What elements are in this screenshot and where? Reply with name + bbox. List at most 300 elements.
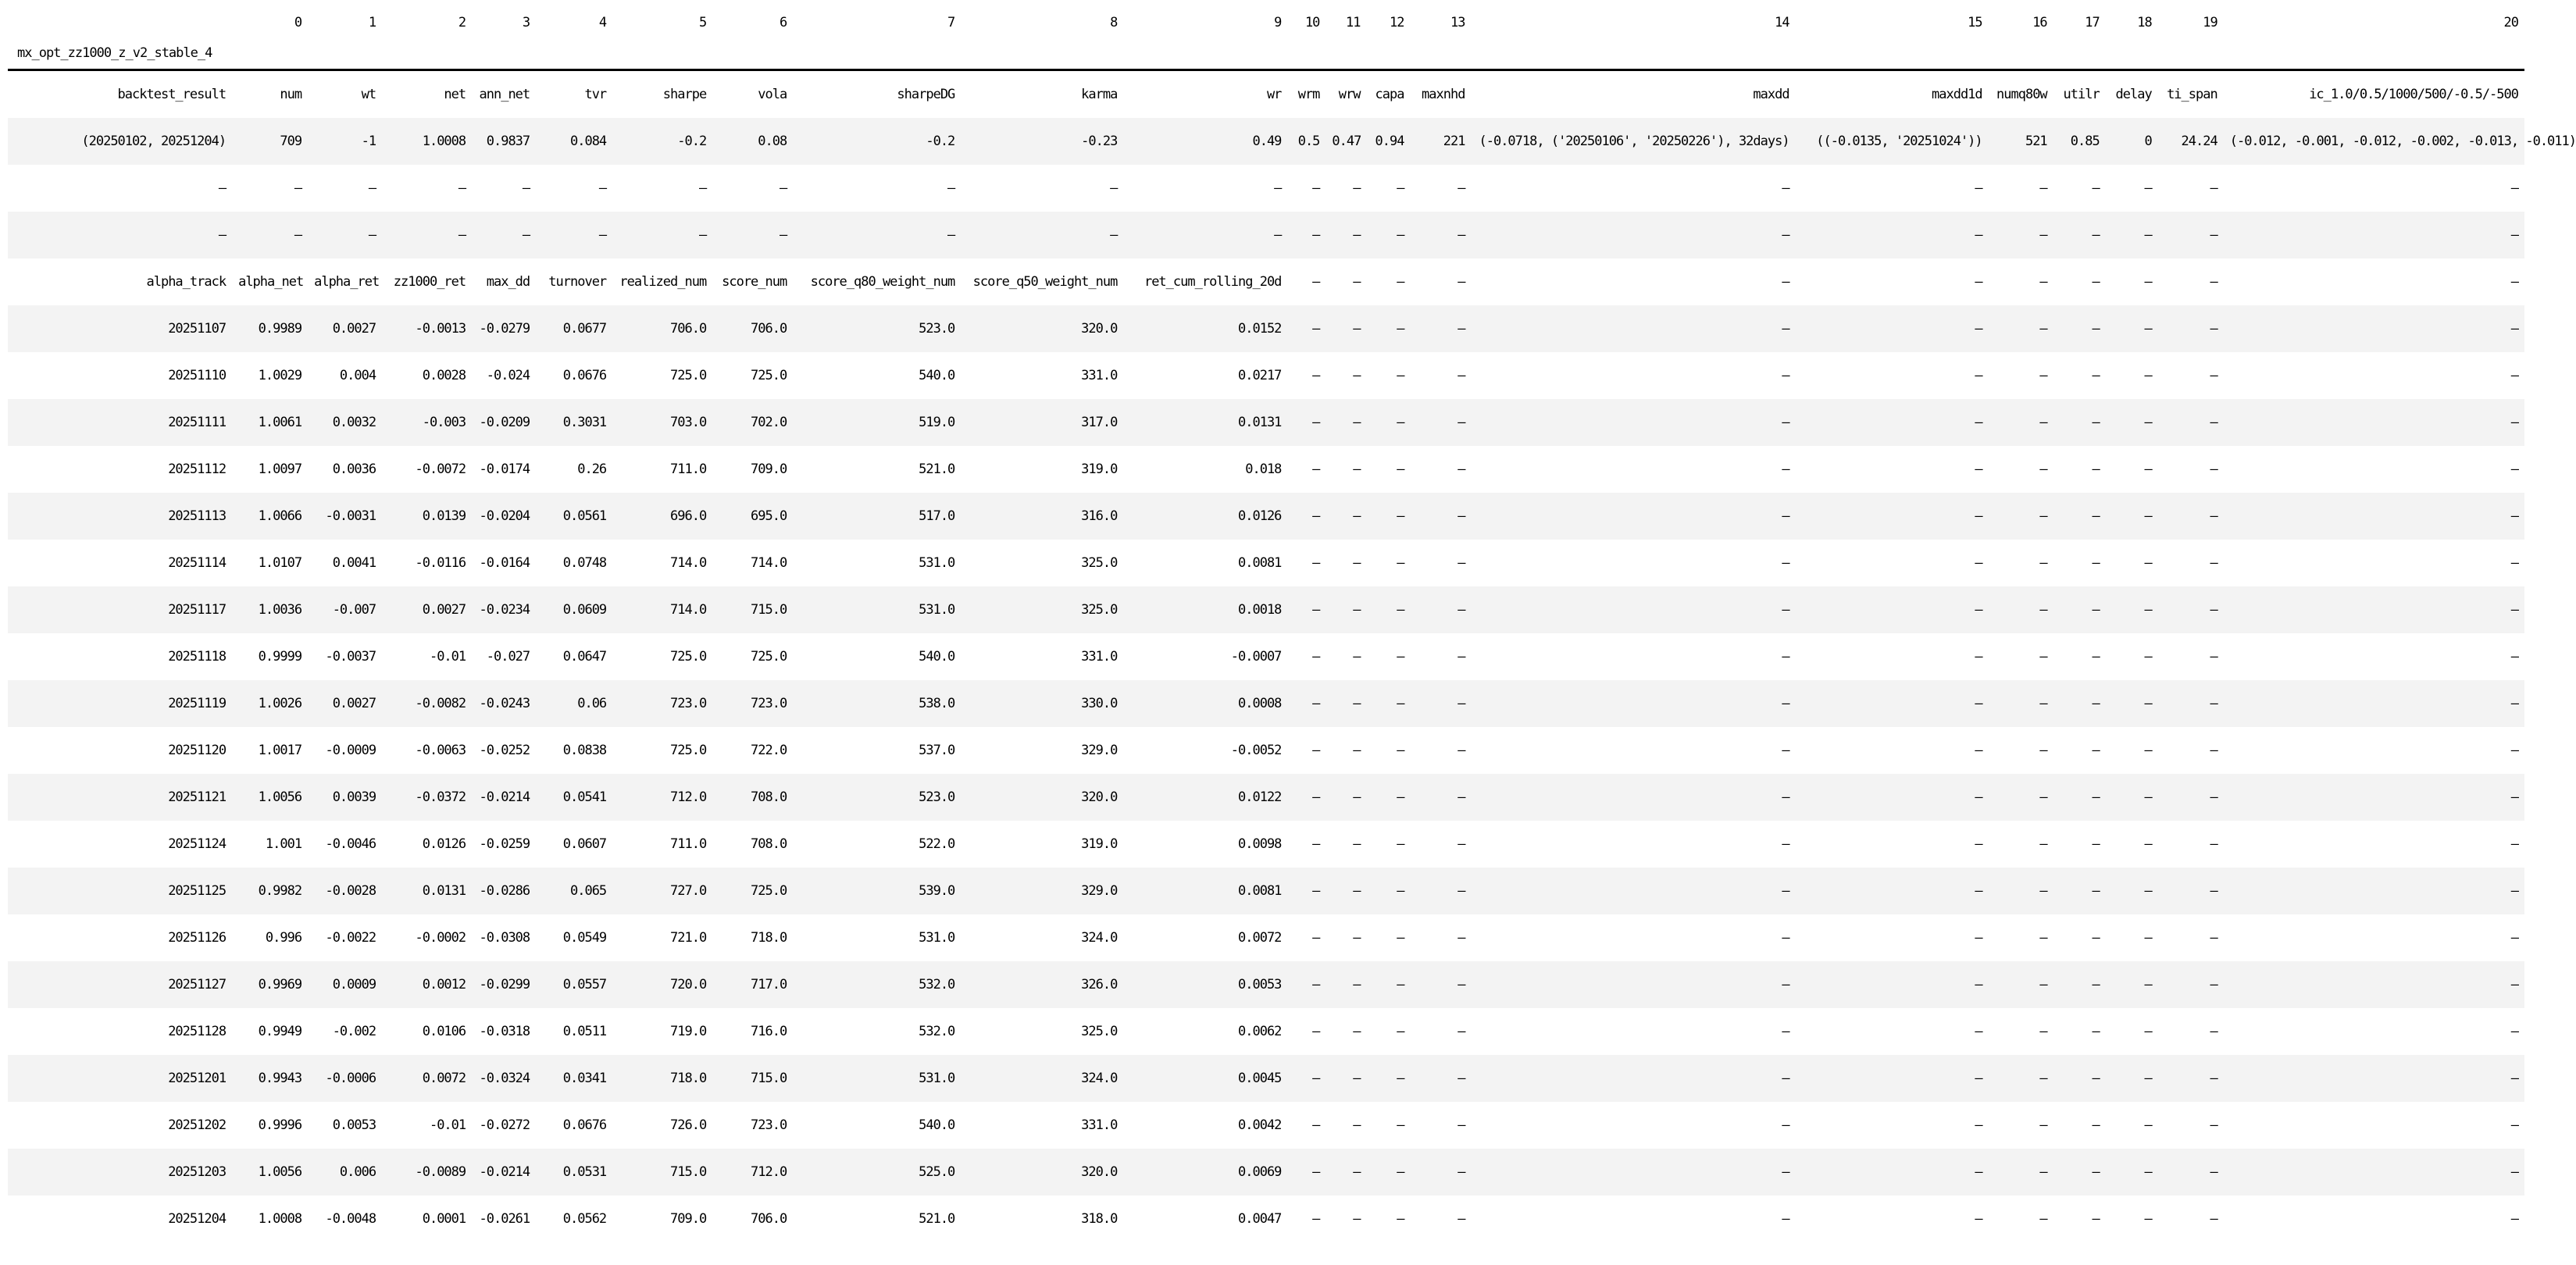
table-cell: 331.0 [1081, 368, 1118, 383]
table-cell: — [1110, 180, 1118, 196]
table-cell: — [2144, 555, 2152, 571]
table-cell: — [1353, 602, 1361, 618]
table-cell: turnover [548, 274, 607, 290]
table-cell: -0.0261 [479, 1211, 530, 1227]
table-cell: — [2039, 180, 2047, 196]
table-row [8, 586, 2524, 633]
table-cell: — [2210, 977, 2217, 992]
table-cell: -0.0046 [325, 836, 376, 852]
table-row [8, 1008, 2524, 1055]
table-cell: — [1312, 274, 1320, 290]
table-cell: — [1457, 649, 1465, 665]
table-cell: maxnhd [1422, 87, 1465, 102]
table-cell: -0.0259 [479, 836, 530, 852]
table-cell: 0 [2144, 134, 2152, 149]
row-index-cell: 20251121 [168, 789, 227, 805]
table-cell: 1.0066 [258, 508, 302, 524]
table-cell: — [1975, 1024, 1982, 1039]
table-cell: — [2092, 180, 2100, 196]
table-cell: — [2092, 1117, 2100, 1133]
table-cell: — [2039, 789, 2047, 805]
table-cell: — [458, 227, 466, 243]
table-cell: — [2510, 180, 2518, 196]
table-cell: — [1397, 1164, 1404, 1180]
table-cell: 0.9969 [258, 977, 302, 992]
table-cell: alpha_ret [314, 274, 380, 290]
table-row [8, 212, 2524, 258]
table-cell: 0.0028 [422, 368, 466, 383]
table-cell: — [2510, 508, 2518, 524]
table-cell: 0.0045 [1238, 1071, 1282, 1086]
column-header: 0 [294, 15, 302, 30]
table-cell: — [2510, 1024, 2518, 1039]
table-cell: — [2092, 227, 2100, 243]
table-cell: -0.0007 [1230, 649, 1282, 665]
table-cell: wr [1266, 87, 1282, 102]
table-cell: — [2210, 555, 2217, 571]
table-cell: — [1353, 789, 1361, 805]
table-cell: 0.0511 [562, 1024, 607, 1039]
column-header: 4 [598, 15, 607, 30]
table-cell: — [2144, 1024, 2152, 1039]
table-cell: 319.0 [1081, 836, 1118, 852]
table-cell: 0.0139 [422, 508, 466, 524]
table-row [8, 446, 2524, 493]
table-cell: -0.01 [429, 1117, 466, 1133]
table-cell: ti_span [2167, 87, 2217, 102]
table-cell: 723.0 [670, 696, 707, 711]
table-cell: -0.0013 [415, 321, 466, 337]
table-cell: — [2144, 930, 2152, 946]
table-cell: — [779, 180, 787, 196]
table-cell: — [1353, 649, 1361, 665]
table-cell: — [2039, 461, 2047, 477]
table-cell: 0.0001 [422, 1211, 466, 1227]
table-cell: 0.9996 [258, 1117, 302, 1133]
table-cell: 0.08 [758, 134, 787, 149]
table-cell: — [2144, 321, 2152, 337]
table-cell: — [2092, 274, 2100, 290]
table-cell: 695.0 [751, 508, 787, 524]
table-cell: 0.9949 [258, 1024, 302, 1039]
table-cell: — [2510, 415, 2518, 430]
table-cell: 709.0 [670, 1211, 707, 1227]
table-cell: -0.0048 [325, 1211, 376, 1227]
table-cell: — [1782, 274, 1789, 290]
table-cell: — [1782, 930, 1789, 946]
table-cell: — [2144, 180, 2152, 196]
table-cell: 0.3031 [562, 415, 607, 430]
table-cell: maxdd1d [1932, 87, 1982, 102]
table-cell: — [1274, 180, 1282, 196]
table-cell: -0.003 [422, 415, 466, 430]
table-cell: 1.0056 [258, 1164, 302, 1180]
table-cell: — [1457, 508, 1465, 524]
table-cell: -0.2 [926, 134, 955, 149]
table-row [8, 165, 2524, 212]
table-cell: — [1975, 1211, 1982, 1227]
table-cell: — [1975, 1117, 1982, 1133]
table-row [8, 821, 2524, 868]
table-cell: — [2039, 836, 2047, 852]
table-cell: -0.0214 [479, 1164, 530, 1180]
table-cell: 1.0036 [258, 602, 302, 618]
table-cell: 1.0061 [258, 415, 302, 430]
table-cell: 725.0 [751, 368, 787, 383]
table-cell: -0.0286 [479, 883, 530, 899]
table-cell: — [1312, 649, 1320, 665]
index-name-row [8, 37, 2524, 70]
table-cell: — [2210, 743, 2217, 758]
table-cell: 324.0 [1081, 1071, 1118, 1086]
table-cell: — [1353, 930, 1361, 946]
table-cell: — [2510, 274, 2518, 290]
table-cell: -0.0214 [479, 789, 530, 805]
table-cell: — [2510, 461, 2518, 477]
table-cell: 326.0 [1081, 977, 1118, 992]
table-cell: — [1353, 696, 1361, 711]
table-cell: — [2144, 836, 2152, 852]
table-cell: -0.0204 [479, 508, 530, 524]
table-cell: — [1782, 1211, 1789, 1227]
table-cell: — [2144, 602, 2152, 618]
table-cell: — [1397, 415, 1404, 430]
table-cell: 0.0027 [332, 321, 376, 337]
table-cell: 720.0 [670, 977, 707, 992]
table-cell: — [1353, 274, 1361, 290]
table-cell: — [2092, 977, 2100, 992]
index-corner [8, 8, 232, 37]
table-cell: — [2210, 1024, 2217, 1039]
table-cell: — [2092, 1071, 2100, 1086]
table-cell: 0.0609 [562, 602, 607, 618]
table-cell: — [2039, 602, 2047, 618]
table-cell: — [1397, 461, 1404, 477]
table-cell: -0.0174 [479, 461, 530, 477]
table-cell: — [1782, 1071, 1789, 1086]
table-cell: — [2510, 789, 2518, 805]
table-cell: — [2039, 555, 2047, 571]
row-index-cell: alpha_track [146, 274, 227, 290]
table-cell: -0.0116 [415, 555, 466, 571]
table-cell: — [2210, 461, 2217, 477]
table-cell: 0.0042 [1238, 1117, 1282, 1133]
table-cell: — [1457, 1024, 1465, 1039]
table-cell: 0.9982 [258, 883, 302, 899]
table-cell: — [1782, 1024, 1789, 1039]
table-cell: 723.0 [751, 1117, 787, 1133]
table-cell: — [1975, 368, 1982, 383]
table-cell: 0.0748 [562, 555, 607, 571]
table-cell: — [2510, 883, 2518, 899]
table-cell: 0.0607 [562, 836, 607, 852]
table-cell: — [1312, 415, 1320, 430]
table-cell: wt [361, 87, 376, 102]
table-cell: — [1782, 1117, 1789, 1133]
table-cell: — [1312, 1071, 1320, 1086]
table-cell: 0.9837 [486, 134, 530, 149]
table-cell: 0.006 [339, 1164, 376, 1180]
table-cell: — [1110, 227, 1118, 243]
table-row [8, 633, 2524, 680]
table-cell: max_dd [486, 274, 530, 290]
table-cell: — [1312, 743, 1320, 758]
table-cell: — [2144, 789, 2152, 805]
table-row [8, 1149, 2524, 1196]
table-cell: sharpeDG [897, 87, 955, 102]
table-cell: -0.0052 [1230, 743, 1282, 758]
table-cell: utilr [2063, 87, 2100, 102]
table-cell: 318.0 [1081, 1211, 1118, 1227]
table-cell: — [1975, 883, 1982, 899]
table-cell: — [2210, 1071, 2217, 1086]
table-cell: — [1397, 180, 1404, 196]
row-index-cell: 20251114 [168, 555, 227, 571]
table-cell: — [1312, 321, 1320, 337]
table-cell: — [1975, 696, 1982, 711]
table-cell: — [2092, 1024, 2100, 1039]
table-cell: 523.0 [919, 789, 955, 805]
table-cell: 0.0106 [422, 1024, 466, 1039]
table-row [8, 352, 2524, 399]
table-cell: — [1457, 180, 1465, 196]
table-cell: — [2144, 1071, 2152, 1086]
table-cell: — [1353, 368, 1361, 383]
table-cell: — [2039, 977, 2047, 992]
table-cell: 317.0 [1081, 415, 1118, 430]
table-cell: — [1782, 555, 1789, 571]
table-cell: — [2092, 555, 2100, 571]
table-cell: 725.0 [670, 649, 707, 665]
table-cell: score_q50_weight_num [972, 274, 1118, 290]
table-cell: — [1457, 602, 1465, 618]
table-cell: — [2092, 789, 2100, 805]
table-cell: 708.0 [751, 836, 787, 852]
table-cell: 0.49 [1252, 134, 1282, 149]
table-cell: 0.0072 [1238, 930, 1282, 946]
table-cell: 1.0017 [258, 743, 302, 758]
table-row [8, 727, 2524, 774]
table-cell: 714.0 [751, 555, 787, 571]
table-cell: 316.0 [1081, 508, 1118, 524]
table-cell: — [368, 180, 376, 196]
table-cell: 0.0009 [332, 977, 376, 992]
table-cell: 0.0677 [562, 321, 607, 337]
row-index-cell: 20251117 [168, 602, 227, 618]
table-cell: delay [2115, 87, 2152, 102]
table-cell: — [1457, 836, 1465, 852]
table-cell: -0.024 [486, 368, 530, 383]
table-cell: — [2039, 883, 2047, 899]
table-cell: 1.0008 [422, 134, 466, 149]
table-cell: sharpe [662, 87, 707, 102]
table-cell: 0.996 [265, 930, 302, 946]
table-cell: — [1312, 227, 1320, 243]
table-cell: — [1353, 461, 1361, 477]
column-header: 5 [698, 15, 707, 30]
table-cell: 715.0 [751, 602, 787, 618]
table-cell: — [2510, 930, 2518, 946]
table-cell: -0.0037 [325, 649, 376, 665]
table-cell: — [2210, 930, 2217, 946]
table-cell: — [1312, 461, 1320, 477]
table-cell: -0.0082 [415, 696, 466, 711]
table-cell: maxdd [1753, 87, 1789, 102]
table-cell: 522.0 [919, 836, 955, 852]
table-cell: — [2210, 1117, 2217, 1133]
table-cell: — [1353, 743, 1361, 758]
table-cell: numq80w [1996, 87, 2047, 102]
table-cell: — [2210, 274, 2217, 290]
row-index-cell: 20251128 [168, 1024, 227, 1039]
table-cell: — [2510, 321, 2518, 337]
row-index-cell: 20251107 [168, 321, 227, 337]
table-cell: — [2039, 415, 2047, 430]
table-cell: — [1312, 696, 1320, 711]
table-cell: — [2510, 227, 2518, 243]
table-cell: 0.9943 [258, 1071, 302, 1086]
table-cell: — [1397, 930, 1404, 946]
table-cell: 1.0107 [258, 555, 302, 571]
table-cell: 706.0 [670, 321, 707, 337]
table-row [8, 493, 2524, 540]
table-cell: — [1975, 836, 1982, 852]
table-cell: 725.0 [751, 883, 787, 899]
table-cell: 0.0131 [1238, 415, 1282, 430]
table-cell: -1 [361, 134, 376, 149]
table-cell: 726.0 [670, 1117, 707, 1133]
table-cell: 521.0 [919, 1211, 955, 1227]
table-cell: — [458, 180, 466, 196]
table-cell: — [1782, 508, 1789, 524]
row-index-cell: 20251204 [168, 1211, 227, 1227]
table-cell: 320.0 [1081, 1164, 1118, 1180]
table-cell: — [2092, 930, 2100, 946]
table-cell: 0.0039 [332, 789, 376, 805]
table-cell: 0.0053 [1238, 977, 1282, 992]
table-cell: — [1457, 415, 1465, 430]
table-cell: — [1312, 1024, 1320, 1039]
table-cell: — [1397, 696, 1404, 711]
table-cell: — [2510, 743, 2518, 758]
table-cell: 725.0 [751, 649, 787, 665]
table-cell: — [1353, 1164, 1361, 1180]
row-index-cell: 20251112 [168, 461, 227, 477]
table-cell: — [2210, 508, 2217, 524]
table-cell: 325.0 [1081, 1024, 1118, 1039]
table-cell: — [2510, 368, 2518, 383]
table-cell: — [2092, 1164, 2100, 1180]
table-cell: — [1457, 696, 1465, 711]
table-cell: — [2039, 508, 2047, 524]
table-cell: — [1782, 602, 1789, 618]
table-cell: — [1782, 461, 1789, 477]
row-index-cell: 20251127 [168, 977, 227, 992]
table-cell: 0.0562 [562, 1211, 607, 1227]
table-cell: 715.0 [670, 1164, 707, 1180]
table-cell: — [2092, 508, 2100, 524]
table-cell: -0.0072 [415, 461, 466, 477]
table-row [8, 680, 2524, 727]
table-cell: — [698, 227, 707, 243]
table-cell: — [2039, 227, 2047, 243]
table-cell: — [2510, 696, 2518, 711]
table-cell: 319.0 [1081, 461, 1118, 477]
table-cell: — [2039, 1117, 2047, 1133]
table-cell: — [2210, 1211, 2217, 1227]
table-cell: 706.0 [751, 1211, 787, 1227]
table-cell: 708.0 [751, 789, 787, 805]
row-index-cell: 20251111 [168, 415, 227, 430]
row-index-cell: — [218, 227, 227, 243]
table-cell: — [1312, 180, 1320, 196]
table-cell: 0.9989 [258, 321, 302, 337]
table-cell: — [2092, 368, 2100, 383]
table-cell: 725.0 [670, 743, 707, 758]
table-cell: — [1353, 415, 1361, 430]
table-cell: — [2039, 1211, 2047, 1227]
table-cell: 722.0 [751, 743, 787, 758]
table-cell: — [1353, 977, 1361, 992]
column-header: 19 [2203, 15, 2217, 30]
table-cell: — [2510, 977, 2518, 992]
table-cell: — [1457, 1117, 1465, 1133]
table-cell: 1.001 [265, 836, 302, 852]
table-body [8, 70, 2576, 1243]
table-cell: (-0.012, -0.001, -0.012, -0.002, -0.013, -0.011) [2229, 134, 2576, 149]
table-cell: -0.0372 [415, 789, 466, 805]
table-row [8, 305, 2524, 352]
table-cell: — [1353, 1024, 1361, 1039]
table-cell: — [2510, 1071, 2518, 1086]
column-header: 11 [1345, 15, 1361, 30]
table-cell: 0.94 [1375, 134, 1404, 149]
table-cell: — [1312, 1164, 1320, 1180]
table-cell: 0.0018 [1238, 602, 1282, 618]
table-cell: 0.9999 [258, 649, 302, 665]
table-cell: — [1975, 180, 1982, 196]
table-cell: — [1353, 1071, 1361, 1086]
table-cell: 532.0 [919, 977, 955, 992]
table-cell: 324.0 [1081, 930, 1118, 946]
table-cell: 531.0 [919, 930, 955, 946]
table-cell: 0.0126 [422, 836, 466, 852]
table-cell: — [2510, 602, 2518, 618]
table-cell: 531.0 [919, 602, 955, 618]
row-index-cell: 20251110 [168, 368, 227, 383]
table-cell: capa [1375, 87, 1404, 102]
row-index-cell: 20251120 [168, 743, 227, 758]
column-header: 14 [1775, 15, 1789, 30]
table-cell: -0.0318 [479, 1024, 530, 1039]
table-cell: — [2210, 649, 2217, 665]
table-cell: 0.0098 [1238, 836, 1282, 852]
table-cell: — [1782, 836, 1789, 852]
table-cell: — [2210, 415, 2217, 430]
table-cell: 0.0126 [1238, 508, 1282, 524]
table-cell: -0.0252 [479, 743, 530, 758]
table-cell: 723.0 [751, 696, 787, 711]
table-cell: 714.0 [670, 555, 707, 571]
table-cell: — [1975, 1164, 1982, 1180]
table-cell: -0.0089 [415, 1164, 466, 1180]
table-cell: -0.0308 [479, 930, 530, 946]
table-cell: — [2092, 461, 2100, 477]
table-cell: 711.0 [670, 836, 707, 852]
table-cell: — [1975, 977, 1982, 992]
table-cell: — [1397, 789, 1404, 805]
table-cell: — [1353, 1117, 1361, 1133]
